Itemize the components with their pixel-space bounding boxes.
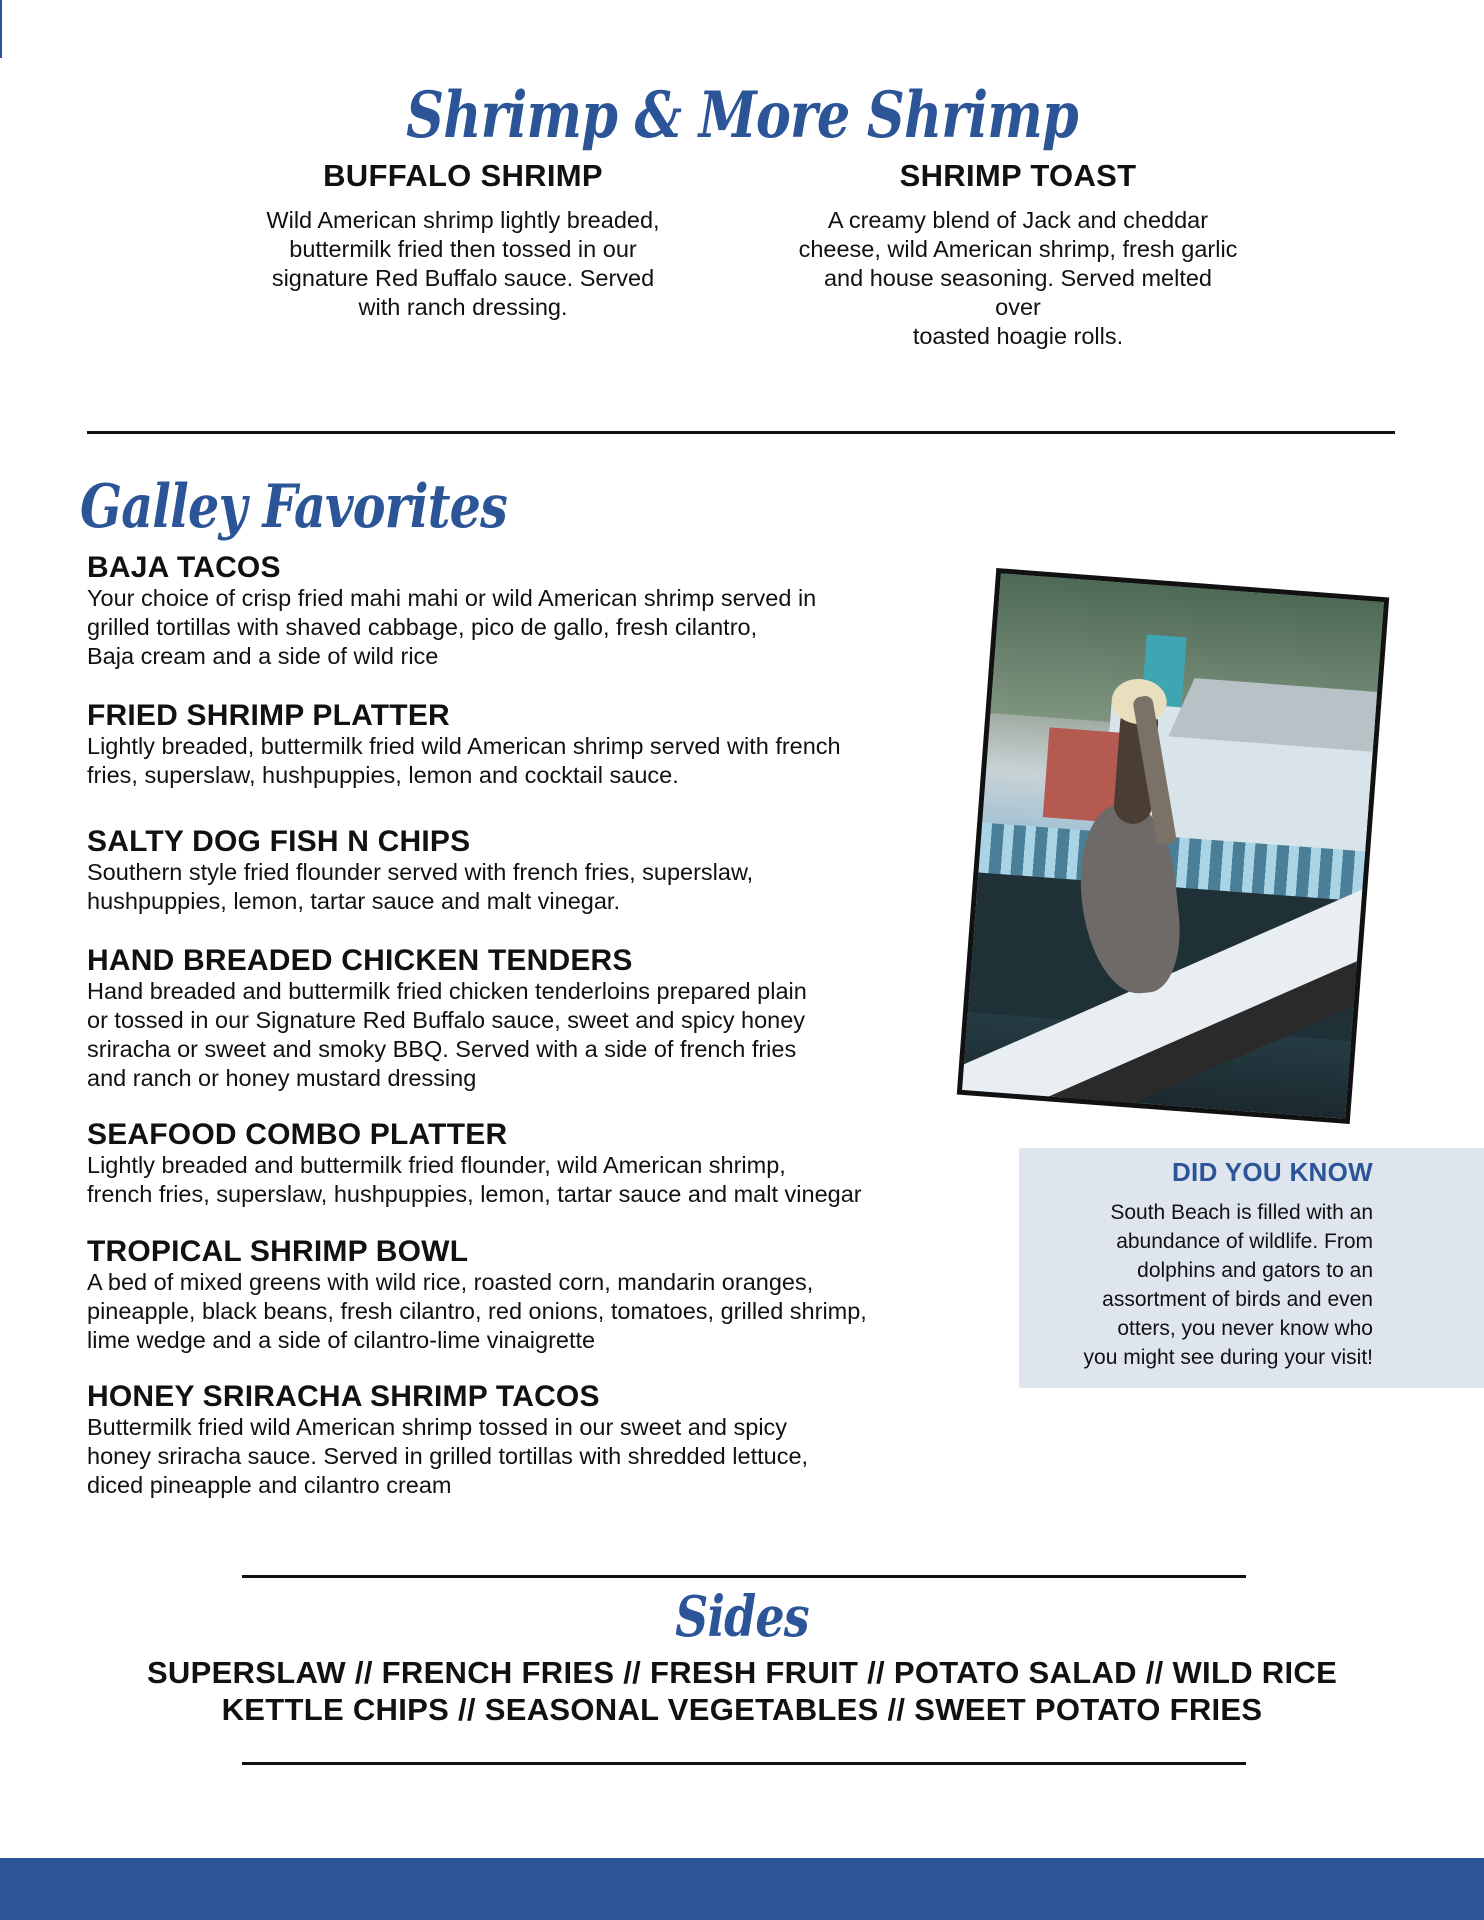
menu-item-baja-tacos (87, 552, 937, 671)
description-line: A bed of mixed greens with wild rice, roasted corn, mandarin oranges, (87, 1269, 814, 1295)
menu-item-description (87, 1151, 937, 1209)
did-you-know-text (1039, 1198, 1373, 1372)
sides-list-line: SUPERSLAW // FRENCH FRIES // FRESH FRUIT // POTATO SALAD // WILD RICE (146, 1655, 1338, 1690)
did-you-know-box (1019, 1148, 1484, 1388)
menu-item-name: TROPICAL SHRIMP BOWL (87, 1235, 469, 1268)
did-you-know-title: DID YOU KNOW (1171, 1157, 1373, 1187)
description-line: honey sriracha sauce. Served in grilled tortillas with shredded lettuce, (87, 1443, 809, 1469)
section-title-galley: Galley Favorites (80, 472, 508, 542)
menu-item-description (87, 732, 937, 790)
description-line: grilled tortillas with shaved cabbage, pico de gallo, fresh cilantro, (87, 614, 758, 640)
menu-item-description (87, 977, 937, 1093)
description-line: A creamy blend of Jack and cheddar (827, 207, 1209, 233)
section-title-shrimp: Shrimp & More Shrimp (406, 78, 1078, 153)
corner-mark (0, 0, 2, 58)
description-line: Southern style fried flounder served with french fries, superslaw, (87, 859, 754, 885)
description-line: Wild American shrimp lightly breaded, (266, 207, 660, 233)
menu-item-name: SHRIMP TOAST (899, 158, 1137, 193)
info-line: you might see during your visit! (1083, 1346, 1373, 1369)
description-line: hushpuppies, lemon, tartar sauce and malt vinegar. (87, 888, 620, 914)
menu-item-name: SEAFOOD COMBO PLATTER (87, 1118, 508, 1151)
divider (87, 431, 1395, 434)
description-line: Lightly breaded, buttermilk fried wild American shrimp served with french (87, 733, 841, 759)
info-line: otters, you never know who (1117, 1317, 1373, 1340)
info-line: dolphins and gators to an (1137, 1259, 1373, 1282)
menu-item-buffalo-shrimp (243, 158, 683, 322)
menu-item-description (87, 858, 937, 916)
pelican-photo (957, 568, 1389, 1124)
menu-item-description (87, 1413, 937, 1500)
description-line: Hand breaded and buttermilk fried chicken tenderloins prepared plain (87, 978, 807, 1004)
menu-item-fried-shrimp-platter (87, 700, 937, 790)
description-line: diced pineapple and cilantro cream (87, 1472, 452, 1498)
menu-item-name: FRIED SHRIMP PLATTER (87, 699, 450, 732)
description-line: Lightly breaded and buttermilk fried flounder, wild American shrimp, (87, 1152, 786, 1178)
menu-item-description (798, 206, 1238, 351)
divider (242, 1575, 1246, 1578)
menu-item-honey-sriracha-shrimp-tacos (87, 1381, 937, 1500)
menu-item-shrimp-toast (798, 158, 1238, 351)
description-line: sriracha or sweet and smoky BBQ. Served with a side of french fries (87, 1036, 797, 1062)
menu-item-name: SALTY DOG FISH N CHIPS (87, 825, 471, 858)
description-line: Baja cream and a side of wild rice (87, 643, 439, 669)
description-line: signature Red Buffalo sauce. Served (271, 265, 655, 291)
description-line: buttermilk fried then tossed in our (289, 236, 637, 262)
menu-item-description (243, 206, 683, 322)
menu-item-name: HONEY SRIRACHA SHRIMP TACOS (87, 1380, 600, 1413)
description-line: Your choice of crisp fried mahi mahi or wild American shrimp served in (87, 585, 817, 611)
menu-item-seafood-combo-platter (87, 1119, 937, 1209)
section-title-sides: Sides (675, 1584, 809, 1650)
menu-item-description (87, 1268, 937, 1355)
info-line: South Beach is filled with an (1110, 1201, 1373, 1224)
description-line: with ranch dressing. (358, 294, 568, 320)
description-line: pineapple, black beans, fresh cilantro, red onions, tomatoes, grilled shrimp, (87, 1298, 867, 1324)
menu-item-name: BAJA TACOS (87, 551, 281, 584)
description-line: french fries, superslaw, hushpuppies, lemon, tartar sauce and malt vinegar (87, 1181, 862, 1207)
description-line: Buttermilk fried wild American shrimp tossed in our sweet and spicy (87, 1414, 788, 1440)
description-line: and ranch or honey mustard dressing (87, 1065, 477, 1091)
description-line: fries, superslaw, hushpuppies, lemon and cocktail sauce. (87, 762, 679, 788)
menu-item-name: HAND BREADED CHICKEN TENDERS (87, 944, 633, 977)
description-line: cheese, wild American shrimp, fresh garlic (798, 236, 1238, 262)
description-line: lime wedge and a side of cilantro-lime vinaigrette (87, 1327, 596, 1353)
description-line: toasted hoagie rolls. (912, 323, 1124, 349)
description-line: or tossed in our Signature Red Buffalo sauce, sweet and spicy honey (87, 1007, 806, 1033)
info-line: assortment of birds and even (1102, 1288, 1373, 1311)
menu-item-chicken-tenders (87, 945, 937, 1093)
info-line: abundance of wildlife. From (1116, 1230, 1373, 1253)
menu-item-name: BUFFALO SHRIMP (323, 158, 603, 193)
description-line: and house seasoning. Served melted over (823, 265, 1212, 320)
menu-item-salty-dog-fish-n-chips (87, 826, 937, 916)
menu-item-description (87, 584, 937, 671)
sides-list-line: KETTLE CHIPS // SEASONAL VEGETABLES // SWEET POTATO FRIES (221, 1692, 1263, 1727)
menu-item-tropical-shrimp-bowl (87, 1236, 937, 1355)
footer-band (0, 1858, 1484, 1920)
divider (242, 1762, 1246, 1765)
